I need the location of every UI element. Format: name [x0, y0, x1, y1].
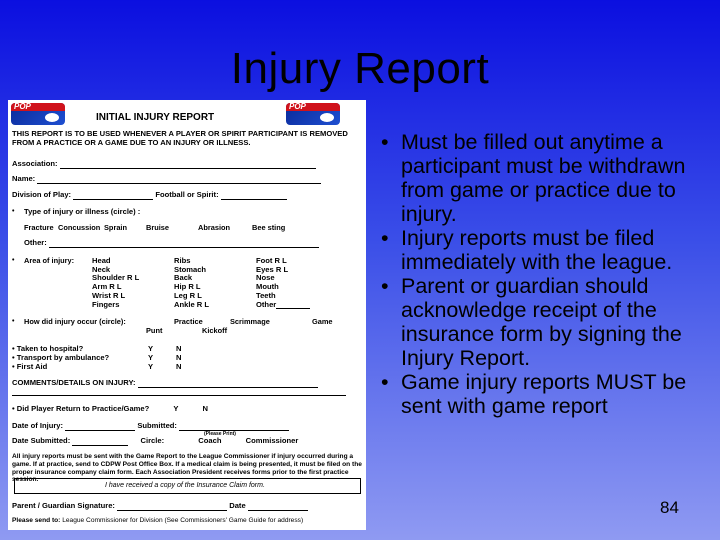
acknowledgement-box: I have received a copy of the Insurance Claim form. — [14, 478, 361, 494]
bullet: • — [12, 318, 15, 325]
form-notice: All injury reports must be sent with the Game Report to the League Commissioner if injury occurred during a game. If at practice, send to CDPW Post Office Box. If a medical claim is being presented, it must be filed on the proper insurance company claim form. Each Association President receives forms prior to the first practice session. — [12, 453, 362, 484]
how-option: Game — [312, 317, 333, 326]
yes-column: Y Y Y — [148, 344, 154, 371]
division-field: Division of Play: Football or Spirit: — [12, 191, 287, 200]
return-question: • Did Player Return to Practice/Game? Y N — [12, 404, 208, 413]
area-column-1: Head Neck Shoulder R L Arm R L Wrist R L Fingers — [92, 256, 140, 309]
how-option: Practice — [174, 317, 203, 326]
comments-field: COMMENTS/DETAILS ON INJURY: — [12, 379, 318, 388]
print-note: (Please Print) — [204, 431, 236, 437]
bullet-item: • Parent or guardian should acknowledge receipt of the insurance form by signing the Injury Report. — [373, 274, 703, 370]
type-option: Bruise — [146, 223, 170, 232]
association-field: Association: — [12, 160, 316, 169]
parent-signature-field: Parent / Guardian Signature: Date — [12, 502, 308, 511]
type-option: Abrasion — [198, 223, 231, 232]
area-column-2: Ribs Stomach Back Hip R L Leg R L Ankle R L — [174, 256, 210, 309]
bullet-item: • Must be filled out anytime a participant must be withdrawn from game or practice due to injury. — [373, 130, 703, 226]
how-label: How did injury occur (circle): — [24, 317, 126, 326]
league-logo-left: POP — [11, 103, 65, 125]
how-option: Punt — [146, 326, 163, 335]
type-option: Bee sting — [252, 223, 286, 232]
date-submitted-field: Date Submitted: Circle: Coach Commissioner — [12, 436, 299, 445]
type-option: Sprain — [104, 223, 127, 232]
area-column-3: Foot R L Eyes R L Nose Mouth Teeth Other — [256, 257, 310, 309]
league-logo-right: POP — [286, 103, 340, 125]
bullet-item: • Game injury reports MUST be sent with game report — [373, 370, 703, 418]
page-number: 84 — [660, 498, 679, 517]
how-option: Scrimmage — [230, 317, 270, 326]
no-column: N N N — [176, 344, 182, 371]
date-of-injury-field: Date of Injury: Submitted: — [12, 422, 289, 431]
type-option: Fracture — [24, 223, 54, 232]
injury-report-form-image — [8, 100, 366, 530]
send-to-field: Please send to: League Commissioner for Division (See Commissioners' Game Guide for address) — [12, 517, 304, 524]
yes-no-questions: • Taken to hospital? • Transport by ambulance? • First Aid — [12, 344, 110, 371]
area-label: Area of injury: — [24, 256, 75, 265]
type-label: Type of injury or illness (circle) : — [24, 207, 141, 216]
bullet-item: • Injury reports must be filed immediately with the league. — [373, 226, 703, 274]
bullet: • — [12, 208, 15, 215]
bullet-list — [373, 130, 703, 418]
slide-title: Injury Report — [230, 44, 490, 93]
form-intro: THIS REPORT IS TO BE USED WHENEVER A PLAYER OR SPIRIT PARTICIPANT IS REMOVED FROM A PRACTICE OR A GAME DUE TO AN INJURY OR ILLNESS. — [12, 129, 348, 147]
other-field: Other: — [24, 239, 319, 248]
form-title: INITIAL INJURY REPORT — [96, 112, 215, 123]
name-field: Name: — [12, 175, 321, 184]
bullet: • — [12, 257, 15, 264]
type-option: Concussion — [58, 223, 101, 232]
how-option: Kickoff — [202, 326, 228, 335]
